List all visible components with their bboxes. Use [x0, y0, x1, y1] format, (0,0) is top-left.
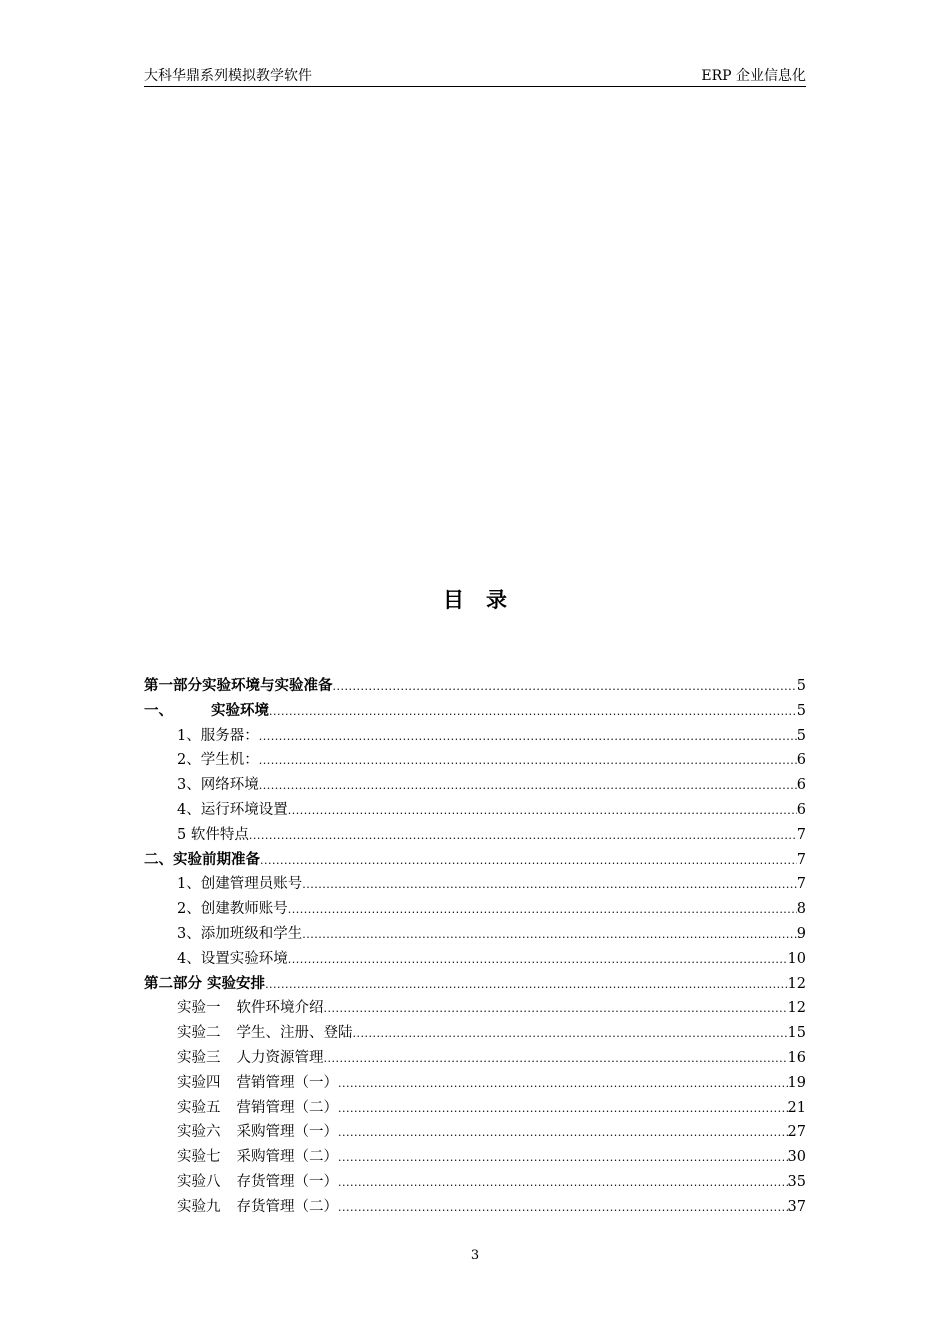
toc-entry-label: [144, 972, 265, 997]
header-left-text: 大科华鼎系列模拟教学软件: [144, 68, 312, 84]
toc-dot-leader: [324, 996, 788, 1022]
toc-entry-label-main: 二、实验前期准备: [144, 850, 260, 868]
toc-dot-leader: [288, 798, 797, 824]
toc-entry[interactable]: [144, 748, 806, 773]
toc-entry-label-main: 实验五: [177, 1099, 221, 1116]
toc-dot-leader: [338, 1145, 788, 1171]
toc-entry-label-main: 一、: [144, 701, 173, 719]
toc-entry-label: [177, 1170, 338, 1195]
toc-entry-label: [177, 872, 302, 897]
toc-dot-leader: [249, 823, 797, 849]
toc-entry-page: 30: [787, 1149, 806, 1166]
toc-entry-label-sub: 人力资源管理: [236, 1049, 324, 1066]
toc-entry[interactable]: [144, 848, 806, 873]
toc-entry-page: 6: [796, 801, 806, 818]
toc-entry-label-main: 第一部分实验环境与实验准备: [144, 677, 333, 694]
toc-entry-label-main: 实验二: [177, 1025, 221, 1042]
toc-dot-leader: [259, 773, 797, 799]
toc-entry-page: 12: [787, 975, 806, 992]
toc-entry-page: 12: [787, 1000, 806, 1017]
toc-entry-label-main: 实验四: [177, 1074, 221, 1091]
toc-entry-page: 21: [787, 1099, 806, 1116]
toc-entry-label-main: 4、运行环境设置: [177, 801, 288, 818]
toc-dot-leader: [338, 1120, 788, 1146]
toc-entry[interactable]: [144, 724, 806, 749]
toc-entry-page: 5: [796, 727, 806, 744]
toc-entry[interactable]: [144, 1096, 806, 1121]
toc-dot-leader: [353, 1021, 788, 1047]
toc-entry-label: [177, 823, 249, 848]
toc-entry-label: [177, 897, 288, 922]
toc-entry-label: [177, 1120, 338, 1145]
toc-entry-label-main: 第二部分 实验安排: [144, 974, 266, 992]
toc-entry-label: [177, 1096, 338, 1121]
toc-entry-label: [144, 699, 269, 724]
toc-entry-page: 35: [787, 1173, 806, 1190]
toc-entry-label-main: 1、创建管理员账号: [177, 876, 303, 893]
toc-entry-label-main: 3、网络环境: [177, 777, 259, 794]
toc-entry-label: [177, 1071, 338, 1096]
toc-entry[interactable]: [144, 1046, 806, 1071]
toc-entry-label: [177, 1046, 324, 1071]
toc-entry-label-sub: 存货管理（二）: [236, 1198, 338, 1215]
toc-entry-label-sub: 营销管理（一）: [236, 1074, 338, 1091]
toc-dot-leader: [338, 1096, 788, 1122]
toc-entry-label-sub: 采购管理（二）: [236, 1149, 338, 1166]
toc-entry-label-main: 4、设置实验环境: [177, 950, 288, 967]
toc-entry[interactable]: [144, 897, 806, 922]
toc-entry-label: [177, 724, 259, 749]
toc-entry[interactable]: [144, 1071, 806, 1096]
toc-entry-label-main: 实验三: [177, 1049, 221, 1066]
toc-entry-label: [177, 1145, 338, 1170]
toc-entry-label-sub: 实验环境: [211, 701, 269, 719]
toc-entry-label-sub: 学生、注册、登陆: [236, 1025, 353, 1042]
toc-entry-page: 27: [787, 1124, 806, 1141]
toc-entry-label: [177, 996, 324, 1021]
toc-entry-label-main: 2、学生机：: [177, 752, 259, 769]
toc-entry[interactable]: [144, 823, 806, 848]
toc-entry-label-sub: 存货管理（一）: [236, 1173, 338, 1190]
toc-entry[interactable]: [144, 1145, 806, 1170]
toc-entry[interactable]: [144, 798, 806, 823]
toc-dot-leader: [288, 897, 797, 923]
toc-dot-leader: [302, 872, 797, 898]
toc-entry-label: [144, 674, 333, 699]
toc-entry[interactable]: [144, 773, 806, 798]
toc-entry-label-main: 实验八: [177, 1173, 221, 1190]
toc-entry-page: 9: [796, 925, 806, 942]
toc-entry-label-sub: 软件环境介绍: [236, 1000, 324, 1017]
toc-dot-leader: [259, 724, 797, 750]
toc-entry[interactable]: [144, 972, 806, 997]
toc-entry[interactable]: [144, 1120, 806, 1145]
toc-entry-page: 19: [787, 1074, 806, 1091]
toc-dot-leader: [302, 922, 797, 948]
toc-title: 目录: [443, 587, 529, 612]
toc-entry-label: [177, 773, 259, 798]
page-header: [144, 66, 806, 87]
toc-entry-label-main: 1、服务器：: [177, 727, 259, 744]
toc-entry-label-main: 实验七: [177, 1149, 221, 1166]
toc-entry-label-main: 5 软件特点: [177, 826, 249, 843]
toc-entry-page: 7: [796, 876, 806, 893]
toc-entry-page: 6: [796, 752, 806, 769]
toc-entry-label-sub: 营销管理（二）: [236, 1099, 338, 1116]
toc-entry-label: [177, 798, 288, 823]
toc-entry-label-main: 实验六: [177, 1124, 221, 1141]
toc-dot-leader: [288, 947, 788, 973]
toc-dot-leader: [269, 699, 797, 725]
toc-entry-page: 5: [796, 702, 806, 719]
header-right-text: ERP 企业信息化: [701, 68, 806, 84]
toc-entry-page: 15: [787, 1025, 806, 1042]
toc-entry-label-main: 3、添加班级和学生: [177, 925, 303, 942]
toc-entry[interactable]: [144, 947, 806, 972]
toc-entry-label: [177, 1021, 353, 1046]
toc-dot-leader: [265, 972, 787, 998]
toc-entry[interactable]: [144, 996, 806, 1021]
toc-entry-page: 16: [787, 1049, 806, 1066]
toc-entry-label: [177, 947, 288, 972]
toc-entry-page: 5: [796, 678, 806, 694]
toc-dot-leader: [260, 848, 797, 874]
toc-dot-leader: [324, 1046, 788, 1072]
toc-entry[interactable]: [144, 872, 806, 897]
toc-entry[interactable]: [144, 674, 806, 699]
toc-entry-page: 37: [787, 1198, 806, 1215]
toc-dot-leader: [259, 748, 797, 774]
toc-dot-leader: [333, 674, 797, 700]
toc-entry-label-main: 实验九: [177, 1198, 221, 1215]
toc-entry[interactable]: [144, 1195, 806, 1220]
toc-entry-page: 10: [787, 950, 806, 967]
toc-entry-page: 7: [796, 851, 806, 868]
toc-dot-leader: [338, 1170, 788, 1196]
toc-entry[interactable]: [144, 1170, 806, 1195]
toc-entry-label-sub: 采购管理（一）: [236, 1124, 338, 1141]
toc-entry[interactable]: [144, 1021, 806, 1046]
toc-entry-page: 6: [796, 777, 806, 794]
table-of-contents: [144, 674, 806, 1220]
toc-dot-leader: [338, 1195, 788, 1221]
toc-entry-label-main: 2、创建教师账号: [177, 901, 288, 918]
toc-entry-page: 8: [796, 901, 806, 918]
toc-entry-label: [177, 748, 259, 773]
toc-entry[interactable]: [144, 699, 806, 724]
toc-entry-label: [177, 922, 302, 947]
page-number: 3: [470, 1248, 480, 1263]
toc-entry-label: [144, 848, 260, 873]
toc-entry[interactable]: [144, 922, 806, 947]
toc-entry-label-main: 实验一: [177, 1000, 221, 1017]
toc-entry-label: [177, 1195, 338, 1220]
toc-entry-page: 7: [796, 826, 806, 843]
toc-dot-leader: [338, 1071, 788, 1097]
